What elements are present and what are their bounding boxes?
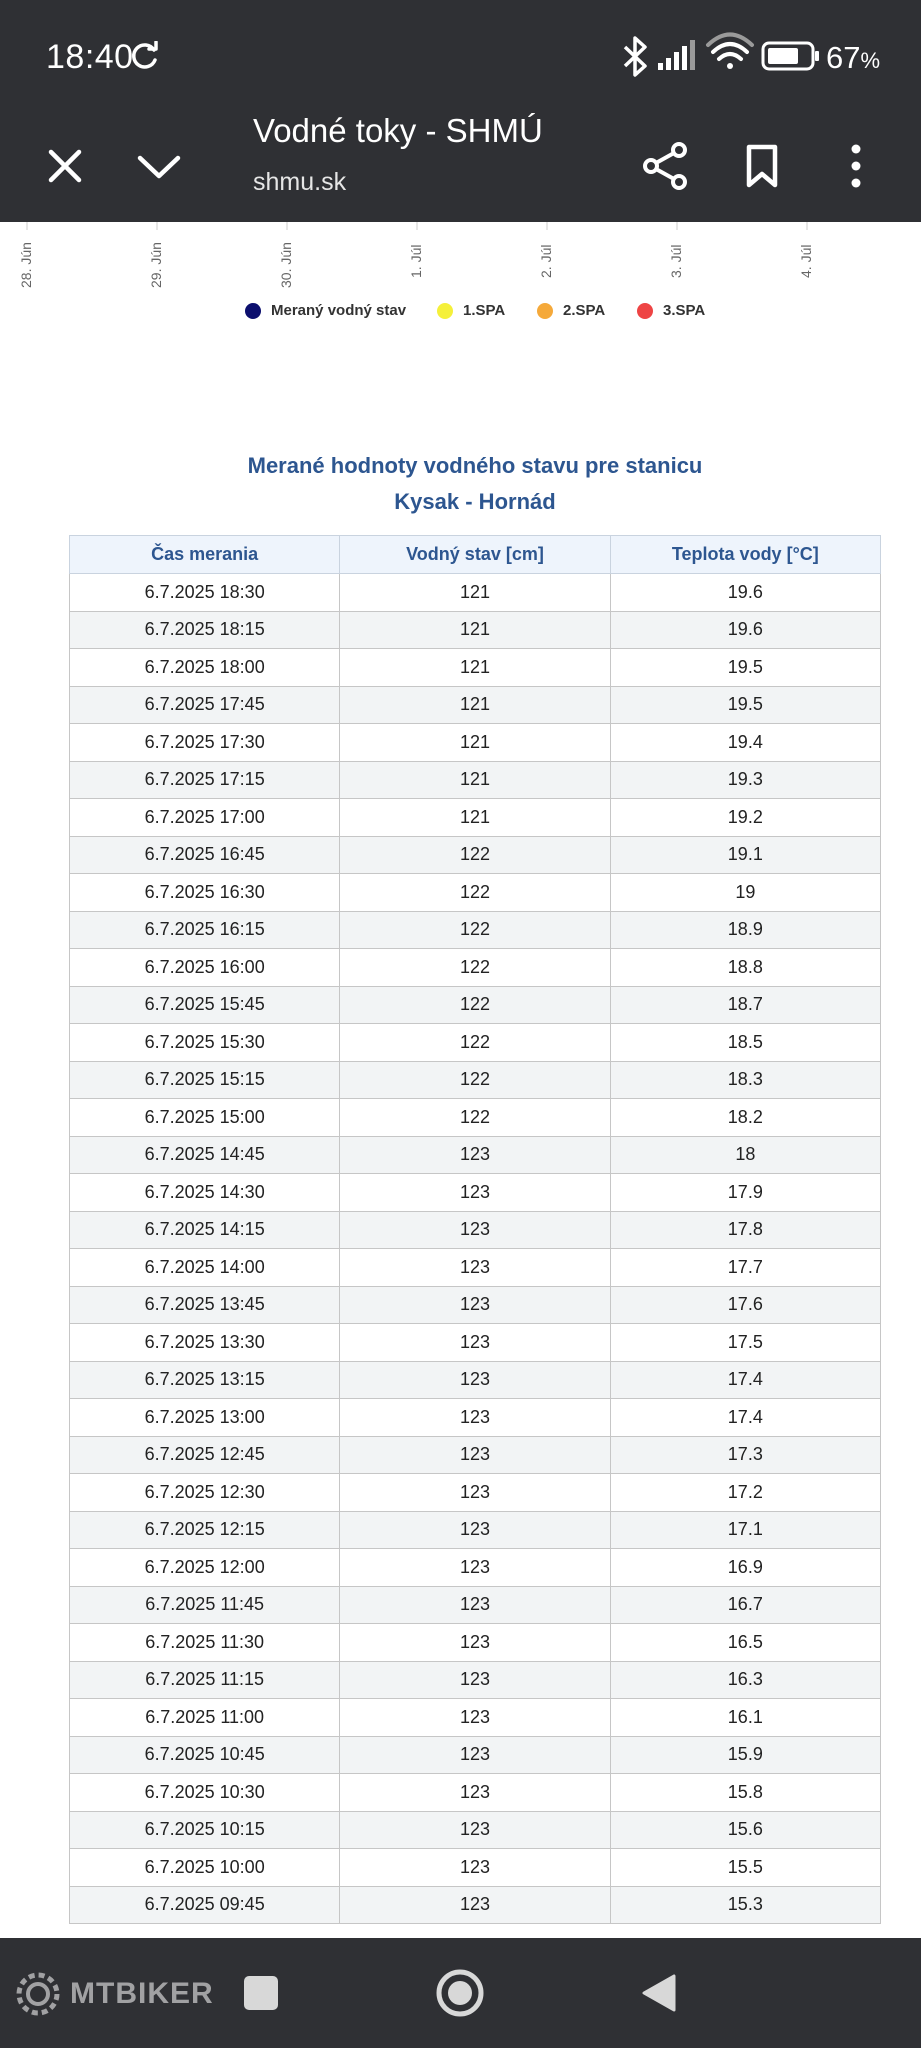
legend-dot: [437, 303, 453, 319]
table-row: [70, 1886, 881, 1924]
cell-time: 6.7.2025 16:30: [70, 874, 340, 912]
legend-dot: [637, 303, 653, 319]
table-row: [70, 1661, 881, 1699]
cell-time: 6.7.2025 12:45: [70, 1436, 340, 1474]
cell-water-level: 122: [340, 1061, 610, 1099]
cell-water-level: 123: [340, 1549, 610, 1587]
cell-water-temp: 17.7: [610, 1249, 880, 1287]
legend-item-spa1[interactable]: 1.SPA: [437, 302, 505, 319]
cell-water-level: 121: [340, 799, 610, 837]
table-row: [70, 574, 881, 612]
cell-water-temp: 18.8: [610, 949, 880, 987]
battery-icon: [763, 43, 819, 69]
table-row: [70, 1024, 881, 1062]
cell-time: 6.7.2025 15:30: [70, 1024, 340, 1062]
cell-water-temp: 16.1: [610, 1699, 880, 1737]
cell-water-level: 123: [340, 1324, 610, 1362]
cell-time: 6.7.2025 12:15: [70, 1511, 340, 1549]
cell-time: 6.7.2025 18:00: [70, 649, 340, 687]
cell-water-level: 122: [340, 911, 610, 949]
cell-time: 6.7.2025 17:30: [70, 724, 340, 762]
cell-water-temp: 19: [610, 874, 880, 912]
cell-water-temp: 19.6: [610, 611, 880, 649]
bookmark-button[interactable]: [726, 130, 798, 202]
share-button[interactable]: [630, 130, 702, 202]
cell-water-temp: 18.2: [610, 1099, 880, 1137]
cell-water-temp: 15.8: [610, 1774, 880, 1812]
status-bar: [0, 0, 921, 110]
chevron-down-icon: [136, 146, 182, 186]
close-button[interactable]: [29, 130, 101, 202]
cell-water-level: 123: [340, 1249, 610, 1287]
cell-water-level: 123: [340, 1174, 610, 1212]
cell-water-level: 121: [340, 574, 610, 612]
cell-water-temp: 16.7: [610, 1586, 880, 1624]
cell-time: 6.7.2025 16:00: [70, 949, 340, 987]
cell-water-level: 121: [340, 686, 610, 724]
table-row: [70, 1099, 881, 1137]
cell-time: 6.7.2025 11:15: [70, 1661, 340, 1699]
cell-water-level: 123: [340, 1511, 610, 1549]
cell-water-level: 122: [340, 1099, 610, 1137]
cell-water-temp: 19.6: [610, 574, 880, 612]
cell-water-temp: 19.3: [610, 761, 880, 799]
cell-water-level: 121: [340, 761, 610, 799]
cell-time: 6.7.2025 14:15: [70, 1211, 340, 1249]
cell-time: 6.7.2025 18:15: [70, 611, 340, 649]
header-water-temp: Teplota vody [°C]: [610, 536, 880, 574]
table-row: [70, 799, 881, 837]
cell-water-level: 123: [340, 1136, 610, 1174]
cell-water-temp: 15.5: [610, 1849, 880, 1887]
cell-water-temp: 17.3: [610, 1436, 880, 1474]
cell-water-temp: 19.2: [610, 799, 880, 837]
watermark-logo: MTBIKER: [10, 1966, 214, 2022]
cell-water-temp: 17.5: [610, 1324, 880, 1362]
table-row: [70, 1511, 881, 1549]
cell-water-temp: 16.3: [610, 1661, 880, 1699]
date-label: 4. Júl: [798, 244, 814, 278]
cell-time: 6.7.2025 18:30: [70, 574, 340, 612]
table-row: [70, 686, 881, 724]
chart-legend: [0, 302, 921, 332]
table-row: [70, 911, 881, 949]
bluetooth-icon: [625, 38, 645, 75]
cell-water-temp: 18.5: [610, 1024, 880, 1062]
cell-water-temp: 16.9: [610, 1549, 880, 1587]
cell-time: 6.7.2025 11:30: [70, 1624, 340, 1662]
table-row: [70, 761, 881, 799]
cell-time: 6.7.2025 10:45: [70, 1736, 340, 1774]
cell-water-temp: 17.4: [610, 1361, 880, 1399]
cell-time: 6.7.2025 17:45: [70, 686, 340, 724]
cell-water-temp: 19.5: [610, 686, 880, 724]
table-row: [70, 1586, 881, 1624]
legend-item-measured[interactable]: Meraný vodný stav: [245, 302, 406, 319]
table-row: [70, 1811, 881, 1849]
table-row: [70, 1174, 881, 1212]
table-row: [70, 1399, 881, 1437]
measurements-table: [69, 535, 881, 1924]
page-title: Vodné toky - SHMÚ: [253, 112, 543, 149]
cell-water-temp: 16.5: [610, 1624, 880, 1662]
date-label: 3. Júl: [668, 244, 684, 278]
cell-water-temp: 17.9: [610, 1174, 880, 1212]
status-time: 18:40: [46, 38, 134, 76]
table-row: [70, 1324, 881, 1362]
table-row: [70, 1286, 881, 1324]
cell-water-level: 123: [340, 1774, 610, 1812]
cell-time: 6.7.2025 11:45: [70, 1586, 340, 1624]
table-row: [70, 724, 881, 762]
cell-time: 6.7.2025 17:15: [70, 761, 340, 799]
cell-water-level: 122: [340, 874, 610, 912]
wifi-icon: [708, 35, 752, 70]
table-row: [70, 1699, 881, 1737]
cell-water-temp: 18.3: [610, 1061, 880, 1099]
cell-water-level: 123: [340, 1361, 610, 1399]
cell-time: 6.7.2025 15:15: [70, 1061, 340, 1099]
home-icon[interactable]: [439, 1972, 481, 2014]
back-icon[interactable]: [644, 1976, 674, 2010]
table-row: [70, 874, 881, 912]
legend-dot: [537, 303, 553, 319]
cell-time: 6.7.2025 10:00: [70, 1849, 340, 1887]
table-row: [70, 1774, 881, 1812]
cell-time: 6.7.2025 14:00: [70, 1249, 340, 1287]
cell-time: 6.7.2025 10:15: [70, 1811, 340, 1849]
cell-water-temp: 18.9: [610, 911, 880, 949]
cell-time: 6.7.2025 09:45: [70, 1886, 340, 1924]
cell-water-level: 121: [340, 611, 610, 649]
cell-time: 6.7.2025 15:45: [70, 986, 340, 1024]
table-row: [70, 1474, 881, 1512]
cell-water-level: 121: [340, 649, 610, 687]
header-time: Čas merania: [70, 536, 340, 574]
cell-time: 6.7.2025 16:15: [70, 911, 340, 949]
cell-water-level: 122: [340, 949, 610, 987]
date-label: 28. Jún: [18, 242, 34, 288]
cell-water-level: 121: [340, 724, 610, 762]
gear-icon: [10, 1966, 66, 2022]
cell-time: 6.7.2025 12:00: [70, 1549, 340, 1587]
minimize-button[interactable]: [123, 130, 195, 202]
table-row: [70, 986, 881, 1024]
cell-water-level: 123: [340, 1661, 610, 1699]
cell-time: 6.7.2025 16:45: [70, 836, 340, 874]
battery-percentage: 67%: [826, 40, 881, 75]
table-row: [70, 836, 881, 874]
cell-water-temp: 15.9: [610, 1736, 880, 1774]
table-row: [70, 611, 881, 649]
cell-time: 6.7.2025 13:00: [70, 1399, 340, 1437]
cell-water-temp: 18.7: [610, 986, 880, 1024]
cell-water-level: 122: [340, 1024, 610, 1062]
cell-water-level: 123: [340, 1399, 610, 1437]
bookmark-icon: [742, 143, 782, 189]
cell-water-level: 123: [340, 1849, 610, 1887]
table-row: [70, 949, 881, 987]
cell-water-level: 122: [340, 986, 610, 1024]
cell-water-level: 122: [340, 836, 610, 874]
table-row: [70, 1061, 881, 1099]
header-water-level: Vodný stav [cm]: [340, 536, 610, 574]
cell-time: 6.7.2025 12:30: [70, 1474, 340, 1512]
cell-water-temp: 15.6: [610, 1811, 880, 1849]
table-row: [70, 649, 881, 687]
cell-water-temp: 19.1: [610, 836, 880, 874]
status-icons: [0, 0, 921, 110]
legend-item-spa2[interactable]: 2.SPA: [537, 302, 605, 319]
table-row: [70, 1249, 881, 1287]
table-title: Merané hodnoty vodného stavu pre stanicu Kysak - Hornád: [247, 453, 703, 514]
close-icon: [45, 146, 85, 186]
table-row: [70, 1436, 881, 1474]
cell-water-level: 123: [340, 1436, 610, 1474]
table-row: [70, 1849, 881, 1887]
cell-water-temp: 17.1: [610, 1511, 880, 1549]
cell-water-level: 123: [340, 1811, 610, 1849]
cell-water-level: 123: [340, 1474, 610, 1512]
signal-icon: [658, 40, 695, 70]
more-icon: [849, 143, 863, 189]
cell-time: 6.7.2025 13:15: [70, 1361, 340, 1399]
cell-water-level: 123: [340, 1211, 610, 1249]
cell-water-temp: 17.2: [610, 1474, 880, 1512]
cell-water-temp: 17.6: [610, 1286, 880, 1324]
cell-water-temp: 19.5: [610, 649, 880, 687]
cell-time: 6.7.2025 10:30: [70, 1774, 340, 1812]
cell-water-level: 123: [340, 1736, 610, 1774]
date-label: 1. Júl: [408, 244, 424, 278]
table-header-row: [70, 536, 881, 574]
recents-icon[interactable]: [244, 1976, 278, 2010]
cell-water-level: 123: [340, 1886, 610, 1924]
legend-item-spa3[interactable]: 3.SPA: [637, 302, 705, 319]
date-label: 2. Júl: [538, 244, 554, 278]
cell-time: 6.7.2025 17:00: [70, 799, 340, 837]
cell-time: 6.7.2025 14:45: [70, 1136, 340, 1174]
table-row: [70, 1361, 881, 1399]
share-icon: [641, 141, 691, 191]
cell-time: 6.7.2025 13:45: [70, 1286, 340, 1324]
table-row: [70, 1549, 881, 1587]
date-label: 30. Jún: [278, 242, 294, 288]
table-row: [70, 1136, 881, 1174]
cell-water-level: 123: [340, 1699, 610, 1737]
cell-water-level: 123: [340, 1586, 610, 1624]
cell-time: 6.7.2025 15:00: [70, 1099, 340, 1137]
cell-water-temp: 15.3: [610, 1886, 880, 1924]
cell-time: 6.7.2025 14:30: [70, 1174, 340, 1212]
more-options-button[interactable]: [820, 130, 892, 202]
cell-water-temp: 17.4: [610, 1399, 880, 1437]
table-row: [70, 1211, 881, 1249]
table-row: [70, 1624, 881, 1662]
cell-water-temp: 18: [610, 1136, 880, 1174]
cell-water-temp: 17.8: [610, 1211, 880, 1249]
chart-x-axis: [0, 222, 921, 292]
cell-water-level: 123: [340, 1286, 610, 1324]
cell-water-temp: 19.4: [610, 724, 880, 762]
date-label: 29. Jún: [148, 242, 164, 288]
cell-time: 6.7.2025 13:30: [70, 1324, 340, 1362]
page-url[interactable]: shmu.sk: [253, 168, 347, 196]
cell-water-level: 123: [340, 1624, 610, 1662]
legend-dot: [245, 303, 261, 319]
table-row: [70, 1736, 881, 1774]
cell-time: 6.7.2025 11:00: [70, 1699, 340, 1737]
table-body: [70, 574, 881, 1924]
